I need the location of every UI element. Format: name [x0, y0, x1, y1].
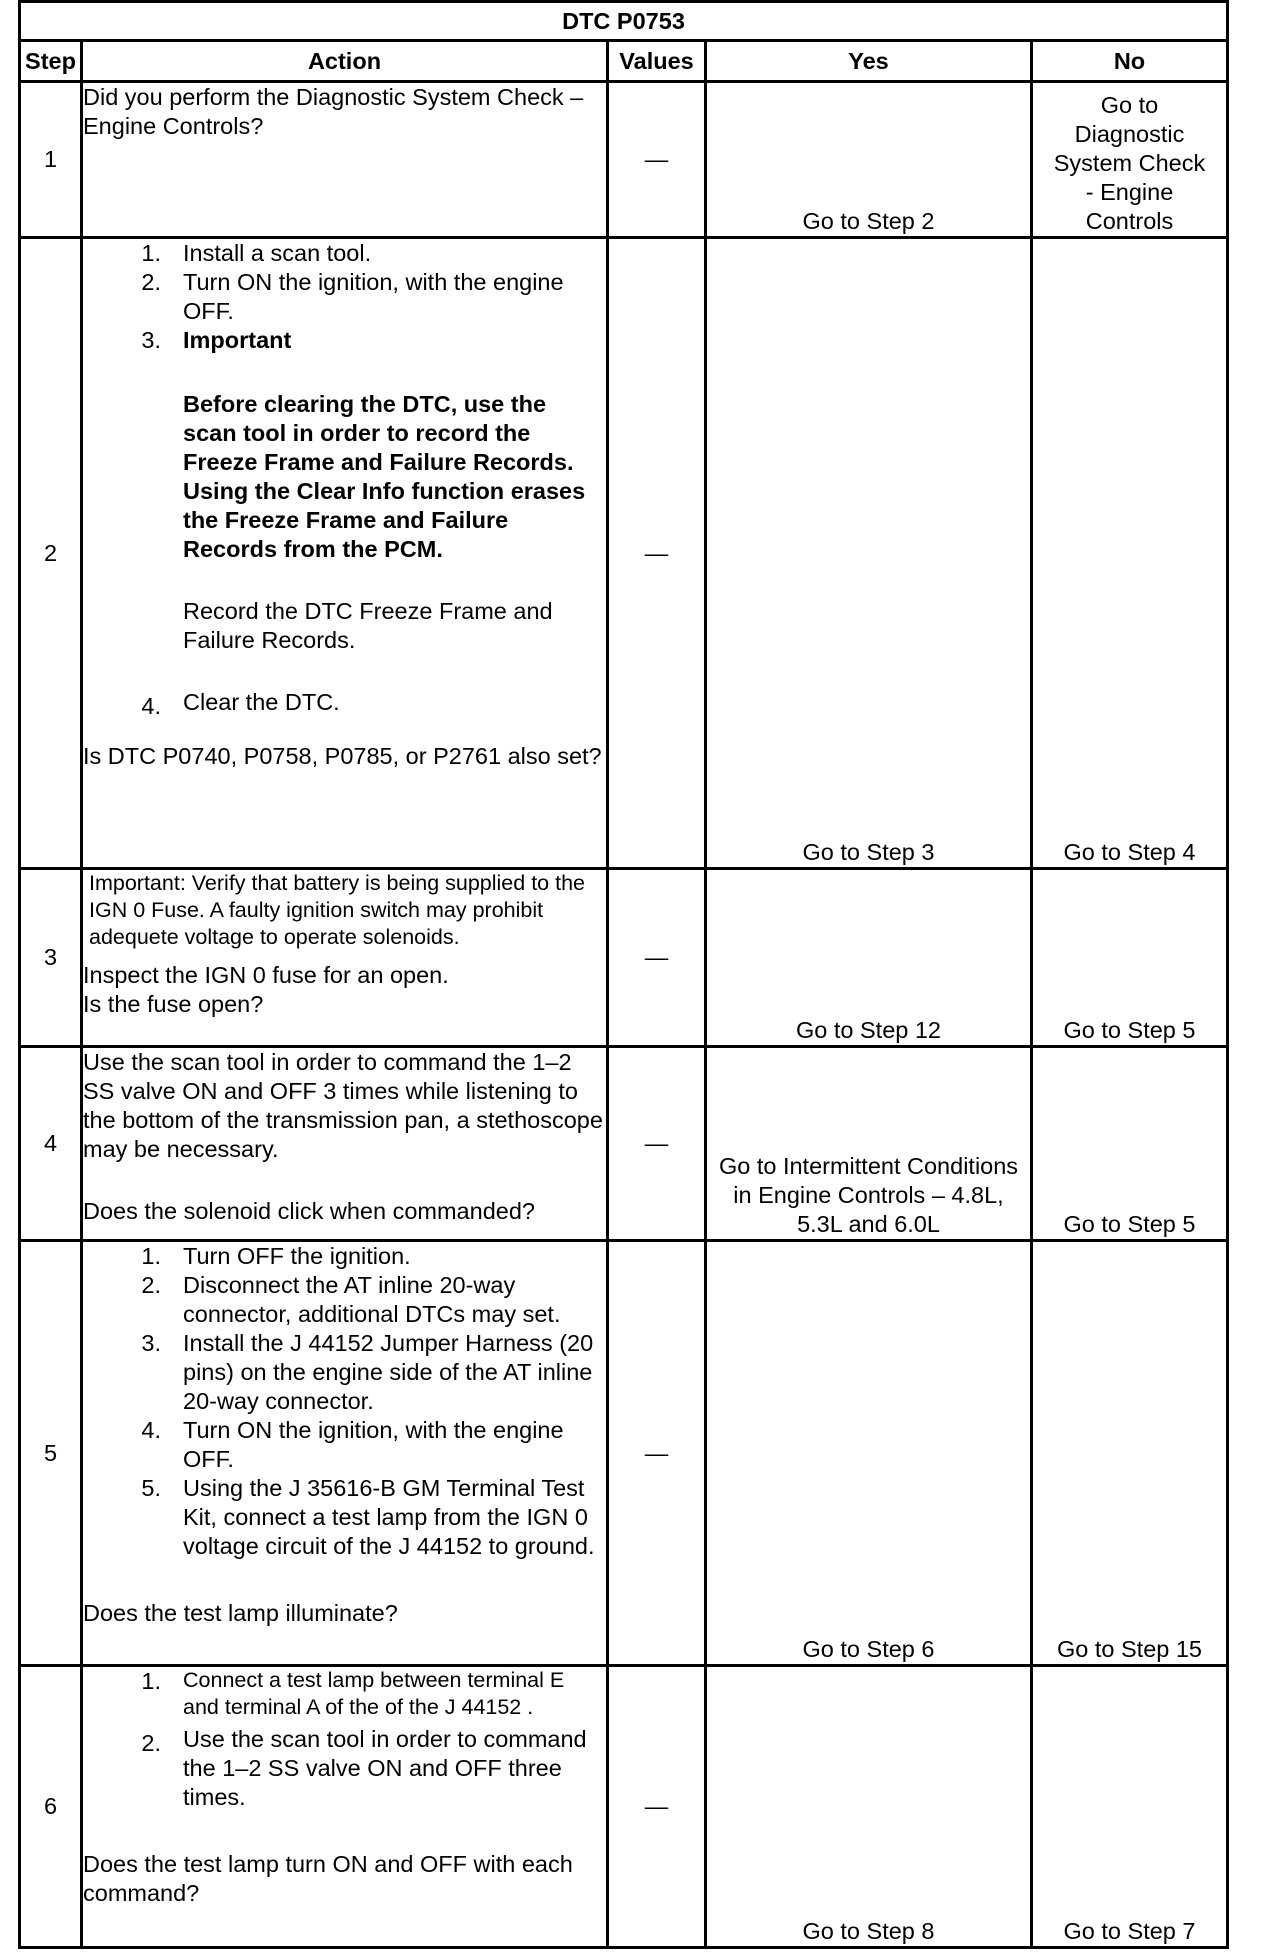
dtc-table	[18, 0, 1229, 1949]
step-number: 1	[20, 82, 82, 238]
question-text: Is DTC P0740, P0758, P0785, or P2761 also set?	[83, 743, 602, 769]
no-cell	[1032, 238, 1228, 869]
action-cell	[82, 82, 608, 238]
header-values: Values	[608, 41, 706, 82]
action-cell	[82, 1241, 608, 1666]
yes-cell	[706, 238, 1032, 869]
value-cell: —	[608, 238, 706, 869]
list-item: 2. Turn ON the ignition, with the engine OFF.	[141, 269, 564, 324]
question-text: Is the fuse open?	[83, 991, 264, 1017]
header-yes: Yes	[706, 41, 1032, 82]
important-text: Before clearing the DTC, use the scan tool in order to record the Freeze Frame and Failure Records. Using the Clear Info function erases the Freeze Frame and Failure Records from the PCM.	[183, 391, 586, 562]
value-cell: —	[608, 1047, 706, 1241]
yes-cell	[706, 1241, 1032, 1666]
header-action: Action	[82, 41, 608, 82]
table-row	[20, 1047, 1228, 1241]
list-item: 2. Use the scan tool in order to command the 1–2 SS valve ON and OFF three times.	[141, 1726, 587, 1810]
no-link[interactable]: Go to Step 4	[1063, 839, 1196, 865]
yes-link[interactable]: Go to Step 6	[802, 1636, 935, 1662]
action-cell	[82, 869, 608, 1047]
header-no: No	[1032, 41, 1228, 82]
yes-link[interactable]: Go to Step 2	[802, 208, 935, 234]
list-item: 3. Install the J 44152 Jumper Harness (20 pins) on the engine side of the AT inline 20-way connector.	[141, 1330, 594, 1414]
yes-link[interactable]: Go to Step 3	[802, 839, 935, 865]
action-text: Use the scan tool in order to command the 1–2 SS valve ON and OFF 3 times while listening to the bottom of the transmission pan, a stethoscope may be necessary.	[83, 1049, 603, 1162]
no-link[interactable]: Go to Step 5	[1063, 1211, 1196, 1237]
no-link[interactable]: Go to Step 7	[1063, 1918, 1196, 1944]
action-steps	[83, 1667, 606, 1812]
table-row	[20, 1241, 1228, 1666]
action-steps	[83, 239, 606, 717]
step-number: 3	[20, 869, 82, 1047]
table-row	[20, 1666, 1228, 1948]
yes-link[interactable]: Go to Step 8	[802, 1918, 935, 1944]
no-cell	[1032, 82, 1228, 238]
yes-cell	[706, 1666, 1032, 1948]
no-cell	[1032, 1666, 1228, 1948]
table-row	[20, 238, 1228, 869]
value-cell: —	[608, 82, 706, 238]
step-number: 4	[20, 1047, 82, 1241]
action-steps	[83, 1242, 606, 1561]
list-item: 4. Clear the DTC.	[141, 689, 340, 719]
yes-link[interactable]: Go to Intermittent Conditions in Engine Controls – 4.8L, 5.3L and 6.0L	[718, 1153, 1019, 1237]
table-row	[20, 82, 1228, 238]
header-row	[20, 41, 1228, 82]
action-cell	[82, 1047, 608, 1241]
yes-link[interactable]: Go to Step 12	[795, 1017, 942, 1043]
list-item: 1. Connect a test lamp between terminal E and terminal A of the of the J 44152 .	[141, 1668, 565, 1719]
no-cell	[1032, 869, 1228, 1047]
yes-cell	[706, 82, 1032, 238]
value-cell: —	[608, 1241, 706, 1666]
list-item: 4. Turn ON the ignition, with the engine OFF.	[141, 1417, 564, 1472]
action-cell	[82, 1666, 608, 1948]
list-item: 1. Turn OFF the ignition.	[141, 1243, 411, 1269]
value-cell: —	[608, 869, 706, 1047]
step-number: 2	[20, 238, 82, 869]
question-text: Does the test lamp turn ON and OFF with each command?	[83, 1851, 573, 1906]
step-number: 5	[20, 1241, 82, 1666]
value-cell: —	[608, 1666, 706, 1948]
no-link[interactable]: Go to Step 15	[1056, 1636, 1203, 1662]
question-text: Does the test lamp illuminate?	[83, 1600, 398, 1626]
list-item: 3. Important Before clearing the DTC, use the scan tool in order to record the Freeze Frame and Failure Records. Using the Clear Info function erases the Freeze Frame and Failure Records from the PCM. Record the DTC Freeze Frame and Failure Records.	[83, 326, 606, 684]
record-text: Record the DTC Freeze Frame and Failure Records.	[183, 598, 553, 653]
step-number: 6	[20, 1666, 82, 1948]
no-cell	[1032, 1241, 1228, 1666]
no-cell	[1032, 1047, 1228, 1241]
list-item: 2. Disconnect the AT inline 20-way connector, additional DTCs may set.	[141, 1272, 561, 1327]
action-text: Inspect the IGN 0 fuse for an open.	[83, 962, 449, 988]
list-item: 1. Install a scan tool.	[141, 240, 372, 266]
table-title: DTC P0753	[20, 2, 1228, 41]
header-step: Step	[20, 41, 82, 82]
question-text: Does the solenoid click when commanded?	[83, 1198, 535, 1224]
no-link[interactable]: Go to Step 5	[1063, 1017, 1196, 1043]
action-text: Did you perform the Diagnostic System Check – Engine Controls?	[83, 84, 584, 139]
no-link[interactable]: Go to Diagnostic System Check - Engine Controls	[1053, 92, 1206, 234]
list-item: 5. Using the J 35616-B GM Terminal Test Kit, connect a test lamp from the IGN 0 voltage circuit of the J 44152 to ground.	[141, 1475, 595, 1559]
yes-cell	[706, 1047, 1032, 1241]
important-note: Important: Verify that battery is being supplied to the IGN 0 Fuse. A faulty ignition switch may prohibit adequete voltage to operate solenoids.	[89, 871, 585, 949]
yes-cell	[706, 869, 1032, 1047]
table-row	[20, 869, 1228, 1047]
action-cell	[82, 238, 608, 869]
